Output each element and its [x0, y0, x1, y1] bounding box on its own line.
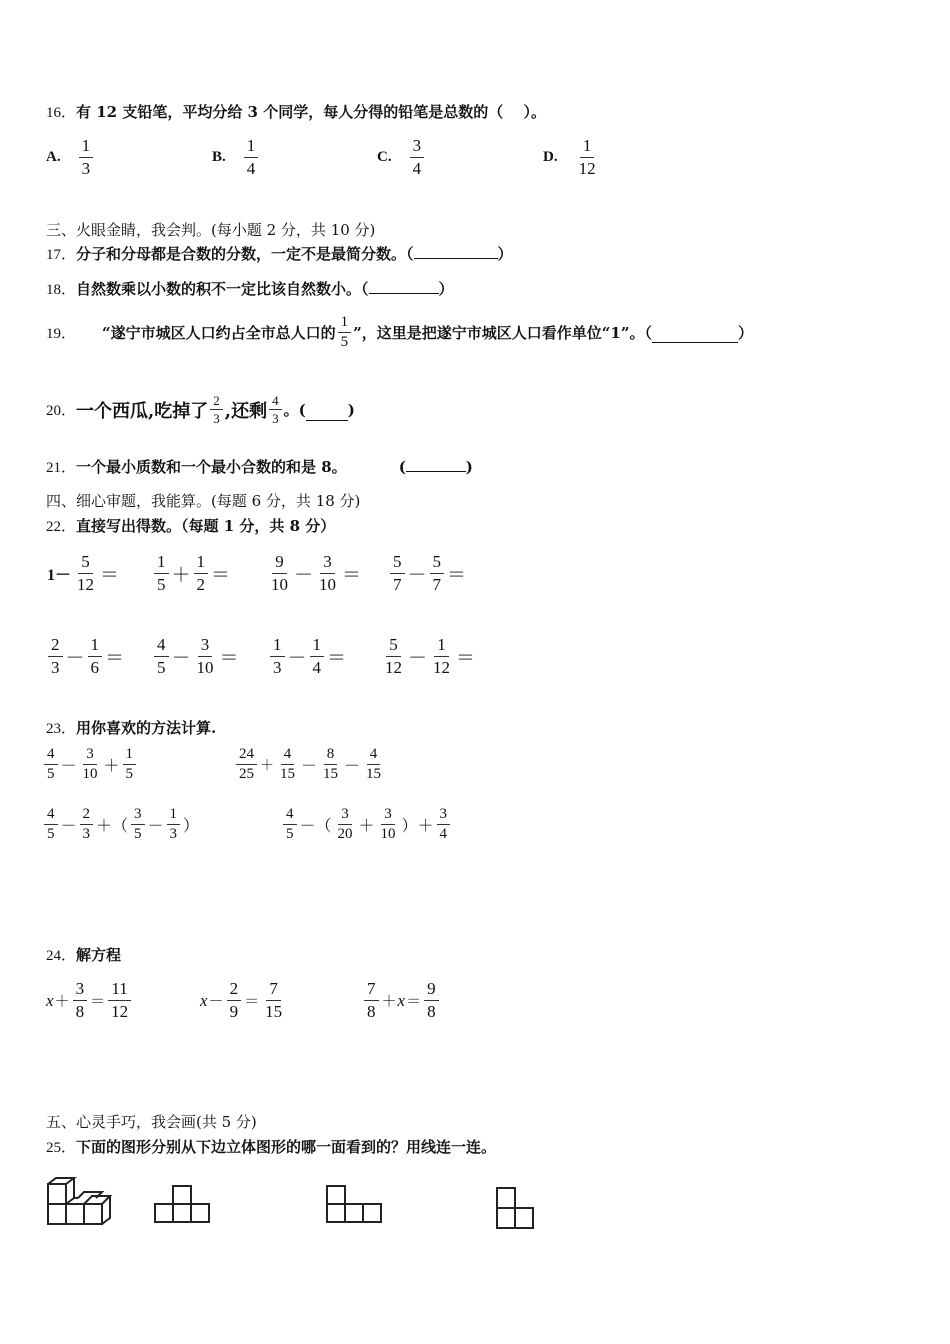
expr-fraction: $\frac{1}{6}$ — [88, 635, 103, 678]
expr-fraction: $\frac{3}{10}$ — [82, 746, 98, 782]
operator: － — [60, 818, 77, 835]
q18 — [46, 279, 454, 300]
operator: ＋ — [54, 994, 70, 1010]
q19-number: 19． — [46, 326, 77, 342]
section-3-title: 三、火眼金睛，我会判。(每小题 2 分，共 10 分) — [46, 221, 376, 239]
q16-number: 16． — [46, 105, 77, 121]
q22-item-8 — [380, 635, 476, 678]
q19 — [46, 314, 753, 351]
q20-fraction-eaten: $\frac{2}{3}$ — [210, 393, 223, 426]
expr-fraction: $\frac{1}{2}$ — [194, 552, 209, 595]
q24-stem — [46, 945, 121, 966]
operator: － — [408, 648, 428, 669]
q16-text: 有 12 支铅笔，平均分给 3 个同学，每人分得的铅笔是总数的（ ）。 — [76, 103, 546, 121]
q23-expr-4 — [281, 806, 452, 843]
operator: － — [65, 648, 85, 669]
operator: ）＋ — [401, 818, 434, 835]
expr-fraction: $\frac{3}{5}$ — [131, 806, 145, 843]
expr-fraction: $\frac{3}{10}$ — [319, 552, 337, 594]
q23-stem — [46, 718, 216, 739]
expr-fraction: $\frac{4}{5}$ — [283, 806, 297, 843]
option-label: A. — [46, 149, 61, 165]
q25-stem — [46, 1137, 496, 1158]
paren: ） — [183, 818, 200, 835]
equals-sign: ＝ — [105, 648, 125, 669]
equals-sign: ＝ — [406, 994, 422, 1010]
expr-fraction: $\frac{2}{9}$ — [227, 979, 242, 1022]
view-shape-l-icon — [324, 1184, 384, 1226]
q16-option-c[interactable] — [377, 136, 426, 179]
q22-number: 22． — [46, 519, 77, 535]
expr-fraction: $\frac{4}{15}$ — [280, 746, 295, 782]
option-fraction: $\frac{1}{12}$ — [578, 136, 596, 178]
expr-fraction: $\frac{4}{5}$ — [44, 746, 58, 783]
option-label: B. — [212, 149, 226, 165]
equals-sign: ＝ — [244, 994, 260, 1010]
q24-number: 24． — [46, 948, 77, 964]
expr-fraction: $\frac{2}{3}$ — [48, 635, 63, 678]
q16-stem — [46, 102, 546, 123]
operator: － — [147, 818, 164, 835]
expr-fraction: $\frac{3}{10}$ — [380, 806, 396, 842]
q18-close: ） — [438, 280, 454, 298]
q24-text: 解方程 — [76, 946, 122, 964]
expr-fraction: $\frac{24}{25}$ — [236, 746, 257, 783]
expr-fraction: $\frac{1}{5}$ — [123, 746, 137, 783]
q20-text-c: 。( — [283, 401, 306, 419]
equals-sign: ＝ — [327, 648, 347, 669]
q19-text-b: ”，这里是把遂宁市城区人口看作单位“1”。（ — [353, 324, 652, 342]
q19-fraction: $\frac{1}{5}$ — [338, 314, 352, 351]
q23-expr-3 — [42, 806, 200, 843]
q23-expr-1 — [42, 746, 138, 783]
q22-text: 直接写出得数。（每题 1 分，共 8 分） — [76, 517, 336, 535]
q16-option-b[interactable] — [212, 136, 260, 179]
equals-sign: ＝ — [100, 565, 120, 586]
q20-fraction-left: $\frac{4}{3}$ — [269, 393, 282, 426]
expr-fraction: $\frac{4}{5}$ — [154, 635, 169, 678]
expr-fraction: $\frac{8}{15}$ — [323, 746, 339, 782]
q20-close: ) — [347, 400, 355, 419]
expr-fraction: $\frac{5}{7}$ — [390, 552, 405, 595]
q22-item-7 — [268, 635, 347, 678]
expr-fraction: $\frac{9}{10}$ — [271, 552, 288, 594]
q21-close: ) — [465, 458, 473, 476]
expr-lead: 1－ — [47, 567, 72, 584]
equals-sign: ＝ — [456, 648, 476, 669]
q21-text: 一个最小质数和一个最小合数的和是 8。 — [76, 458, 347, 476]
q19-text-a: “遂宁市城区人口约占全市总人口的 — [102, 324, 336, 342]
q21-number: 21． — [46, 460, 77, 476]
q17-text: 分子和分母都是合数的分数，一定不是最简分数。（ — [76, 245, 414, 263]
section-5-title: 五、心灵手巧，我会画(共 5 分) — [46, 1113, 257, 1131]
expr-fraction: $\frac{3}{20}$ — [337, 806, 353, 842]
q17-close: ） — [497, 245, 513, 263]
q22-item-1 — [46, 552, 120, 595]
q22-item-2 — [152, 552, 231, 595]
q17 — [46, 244, 513, 265]
equals-sign: ＝ — [219, 648, 239, 669]
expr-fraction: $\frac{4}{15}$ — [366, 746, 382, 782]
answer-blank[interactable] — [369, 279, 439, 294]
operator: ＋ — [381, 994, 397, 1010]
q23-number: 23． — [46, 721, 77, 737]
option-fraction: $\frac{1}{3}$ — [79, 136, 94, 179]
operator: ＋ — [260, 758, 274, 774]
variable-x: x — [397, 990, 406, 1010]
expr-fraction: $\frac{5}{12}$ — [77, 552, 95, 594]
q20 — [46, 393, 355, 426]
q23-expr-2 — [234, 746, 386, 783]
expr-fraction: $\frac{5}{7}$ — [430, 552, 445, 595]
solid-figure-cubes — [44, 1176, 120, 1228]
expr-fraction: $\frac{1}{5}$ — [154, 552, 169, 595]
section-4-title: 四、细心审题，我能算。(每题 6 分，共 18 分) — [46, 492, 361, 510]
q24-equation-2 — [200, 979, 287, 1022]
expr-fraction: $\frac{7}{15}$ — [265, 979, 283, 1021]
q23-text: 用你喜欢的方法计算. — [76, 719, 217, 737]
variable-x: x — [200, 990, 208, 1010]
q25-number: 25． — [46, 1140, 77, 1156]
expr-fraction: $\frac{9}{8}$ — [424, 979, 439, 1022]
expr-fraction: $\frac{2}{3}$ — [80, 806, 94, 843]
q20-text-b: ,还剩 — [224, 400, 268, 422]
q24-equation-1 — [46, 979, 133, 1022]
q25-text: 下面的图形分别从下边立体图形的哪一面看到的？用线连一连。 — [76, 1138, 497, 1156]
q21-open: ( — [398, 458, 406, 476]
view-shape-t-icon — [152, 1184, 214, 1226]
equals-sign: ＝ — [90, 994, 106, 1010]
operator: － — [301, 758, 318, 775]
option-fraction: $\frac{1}{4}$ — [244, 136, 259, 179]
q16-option-d[interactable] — [543, 136, 601, 179]
option-label: D. — [543, 149, 558, 165]
expr-fraction: $\frac{3}{4}$ — [437, 806, 451, 843]
expr-fraction: $\frac{5}{12}$ — [385, 635, 402, 677]
expr-fraction: $\frac{3}{8}$ — [73, 979, 88, 1022]
answer-blank[interactable] — [406, 457, 466, 472]
expr-fraction: $\frac{1}{3}$ — [167, 806, 181, 843]
option-label: C. — [377, 149, 392, 165]
q22-stem — [46, 516, 335, 537]
view-shape-small-l-icon — [494, 1186, 538, 1232]
equals-sign: ＝ — [447, 565, 467, 586]
q22-item-6 — [152, 635, 240, 678]
q18-text: 自然数乘以小数的积不一定比该自然数小。（ — [76, 280, 369, 298]
q16-option-a[interactable] — [46, 136, 95, 179]
expr-fraction: $\frac{1}{4}$ — [310, 635, 325, 678]
q24-equation-3 — [362, 979, 441, 1022]
option-fraction: $\frac{3}{4}$ — [410, 136, 425, 179]
operator: － — [287, 648, 307, 669]
q20-text-a: 一个西瓜,吃掉了 — [76, 400, 209, 422]
q22-item-4 — [388, 552, 467, 595]
answer-blank[interactable] — [652, 328, 738, 343]
operator: ＋ — [103, 758, 120, 775]
operator: ＋（ — [96, 818, 129, 835]
operator: － — [294, 565, 314, 586]
variable-x: x — [46, 990, 54, 1010]
operator: －（ — [299, 818, 332, 835]
q21 — [46, 457, 473, 478]
q22-item-5 — [46, 635, 125, 678]
q18-number: 18． — [46, 282, 77, 298]
expr-fraction: $\frac{7}{8}$ — [364, 979, 379, 1022]
expr-fraction: $\frac{3}{10}$ — [196, 635, 214, 677]
equals-sign: ＝ — [342, 565, 362, 586]
operator: ＋ — [358, 818, 375, 835]
equals-sign: ＝ — [211, 565, 231, 586]
expr-fraction: $\frac{1}{3}$ — [270, 635, 285, 678]
operator: － — [208, 994, 224, 1010]
q20-number: 20． — [46, 403, 77, 419]
expr-fraction: $\frac{11}{12}$ — [108, 979, 131, 1022]
operator: － — [171, 648, 191, 669]
operator: － — [407, 565, 427, 586]
operator: － — [60, 758, 77, 775]
operator: ＋ — [171, 565, 191, 586]
answer-blank[interactable] — [306, 406, 348, 421]
q22-item-3 — [266, 552, 362, 595]
q19-close: ） — [737, 324, 753, 342]
expr-fraction: $\frac{1}{12}$ — [433, 635, 451, 677]
q17-number: 17． — [46, 247, 77, 263]
expr-fraction: $\frac{4}{5}$ — [44, 806, 58, 843]
answer-blank[interactable] — [414, 244, 498, 259]
operator: － — [344, 758, 361, 775]
